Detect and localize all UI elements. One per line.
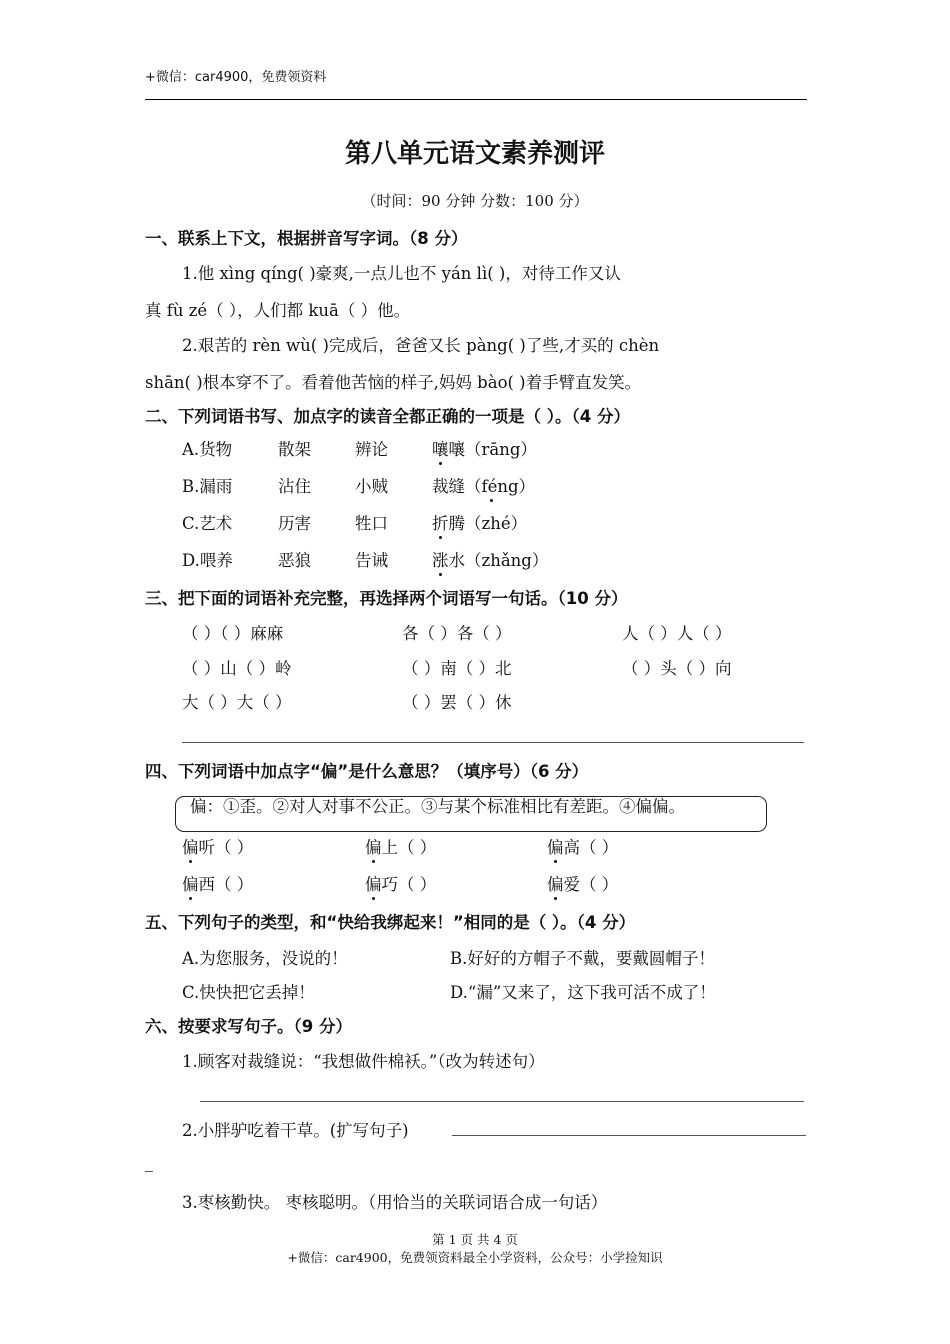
answer-line [200, 1101, 804, 1102]
s3-idiom: 各（ ）各（ ） [402, 624, 512, 643]
s1-line-2: 真 fù zé（ ），人们都 kuā（ ）他。 [145, 301, 411, 320]
header-divider [145, 99, 807, 100]
section-6-heading: 六、按要求写句子。（9 分） [145, 1017, 352, 1036]
s3-idiom: （ ）（ ）麻麻 [182, 624, 284, 643]
s3-idiom: （ ）头（ ）向 [622, 659, 732, 678]
s6-question-1: 1.顾客对裁缝说：“我想做件棉袄。”（改为转述句） [182, 1052, 545, 1071]
dotted-char: 裁 [432, 477, 449, 496]
s2-word: 散架 [278, 440, 311, 459]
section-3-heading: 三、把下面的词语补充完整，再选择两个词语写一句话。（10 分） [145, 589, 628, 608]
s2-word: 辨论 [355, 440, 388, 459]
dotted-char: 偏 [182, 875, 199, 894]
dotted-char: 折 [432, 514, 449, 533]
s6-question-3: 3.枣核勤快。 枣核聪明。（用恰当的关联词语合成一句话） [182, 1193, 608, 1212]
s4-item-rest: 听（ ） [198, 838, 254, 857]
s1-line-3: 2.艰苦的 rèn wù( )完成后，爸爸又长 pàng( )了些,才买的 chèn [182, 336, 660, 355]
s3-idiom: （ ）罢（ ）休 [402, 693, 512, 712]
s2-word-rest: 嚷（rāng） [448, 440, 537, 459]
s3-idiom: （ ）山（ ）岭 [182, 659, 292, 678]
s2-option-d: D.喂养 [182, 551, 233, 570]
s6-question-2: 2.小胖驴吃着干草。(扩写句子) [182, 1121, 409, 1140]
s5-option-b: B.好好的方帽子不戴，要戴圆帽子！ [450, 949, 715, 968]
answer-line [452, 1135, 806, 1136]
footer-note: +微信：car4900，免费领资料最全小学资料，公众号：小学捡知识 [287, 1250, 663, 1265]
dotted-char: 偏 [547, 838, 564, 857]
s2-word: 告诫 [355, 551, 388, 570]
s4-item [547, 871, 618, 895]
s2-word: 牲口 [355, 514, 388, 533]
s2-option-a: A.货物 [182, 440, 233, 459]
s3-idiom: （ ）南（ ）北 [402, 659, 512, 678]
definition-text: 偏：①歪。②对人对事不公正。③与某个标准相比有差距。④偏偏。 [190, 797, 685, 816]
s3-idiom: 人（ ）人（ ） [622, 624, 732, 643]
s4-item [182, 871, 253, 895]
header-note: +微信：car4900，免费领资料 [145, 70, 327, 85]
section-1-heading: 一、联系上下文，根据拼音写字词。（8 分） [145, 229, 468, 248]
s4-item-rest: 高（ ） [563, 838, 619, 857]
s2-word-rest: 腾（zhé） [448, 514, 528, 533]
s1-line-4: shān( )根本穿不了。看着他苦恼的样子,妈妈 bào( )着手臂直发笑。 [145, 373, 642, 392]
s2-dotted-word [432, 547, 548, 571]
s3-idiom: 大（ ）大（ ） [182, 693, 292, 712]
s2-option-b: B.漏雨 [182, 477, 233, 496]
s5-option-a: A.为您服务，没说的！ [182, 949, 348, 968]
answer-line-stub [145, 1171, 153, 1172]
page-title: 第八单元语文素养测评 [344, 139, 605, 169]
s4-item-rest: 上（ ） [381, 838, 437, 857]
dotted-char: 偏 [365, 875, 382, 894]
s4-item-rest: 巧（ ） [381, 875, 437, 894]
dotted-char: 嚷 [432, 440, 449, 459]
s4-item [182, 834, 253, 858]
page-number: 第 1 页 共 4 页 [432, 1232, 518, 1247]
dotted-char: 偏 [182, 838, 199, 857]
s2-word: 小贼 [355, 477, 388, 496]
s2-word: 恶狼 [278, 551, 311, 570]
s2-dotted-word [432, 510, 527, 534]
s4-item [365, 871, 436, 895]
dotted-char: 偏 [547, 875, 564, 894]
s2-dotted-word [432, 473, 535, 497]
s2-word: 沾住 [278, 477, 311, 496]
s5-option-d: D.“漏”又来了，这下我可活不成了！ [450, 983, 716, 1002]
s2-word-rest: 缝（féng） [448, 477, 536, 496]
dotted-char: 涨 [432, 551, 449, 570]
s4-item [547, 834, 618, 858]
section-2-heading: 二、下列词语书写、加点字的读音全都正确的一项是（ ）。（4 分） [145, 407, 630, 426]
s4-item [365, 834, 436, 858]
s2-word: 历害 [278, 514, 311, 533]
dotted-char: 偏 [365, 838, 382, 857]
section-5-heading: 五、下列句子的类型，和“快给我绑起来！”相同的是（ ）。（4 分） [145, 913, 636, 932]
exam-info: （时间：90 分钟 分数：100 分） [361, 192, 589, 210]
s4-item-rest: 爱（ ） [563, 875, 619, 894]
s4-item-rest: 西（ ） [198, 875, 254, 894]
s2-dotted-word [432, 436, 537, 460]
s2-option-c: C.艺术 [182, 514, 233, 533]
s2-word-rest: 水（zhǎng） [448, 551, 549, 570]
s5-option-c: C.快快把它丢掉！ [182, 983, 315, 1002]
s1-line-1: 1.他 xìng qíng( )豪爽,一点儿也不 yán lì( )，对待工作又认 [182, 264, 621, 283]
section-4-heading: 四、下列词语中加点字“偏”是什么意思？（填序号）（6 分） [145, 762, 589, 781]
answer-line [182, 742, 804, 743]
